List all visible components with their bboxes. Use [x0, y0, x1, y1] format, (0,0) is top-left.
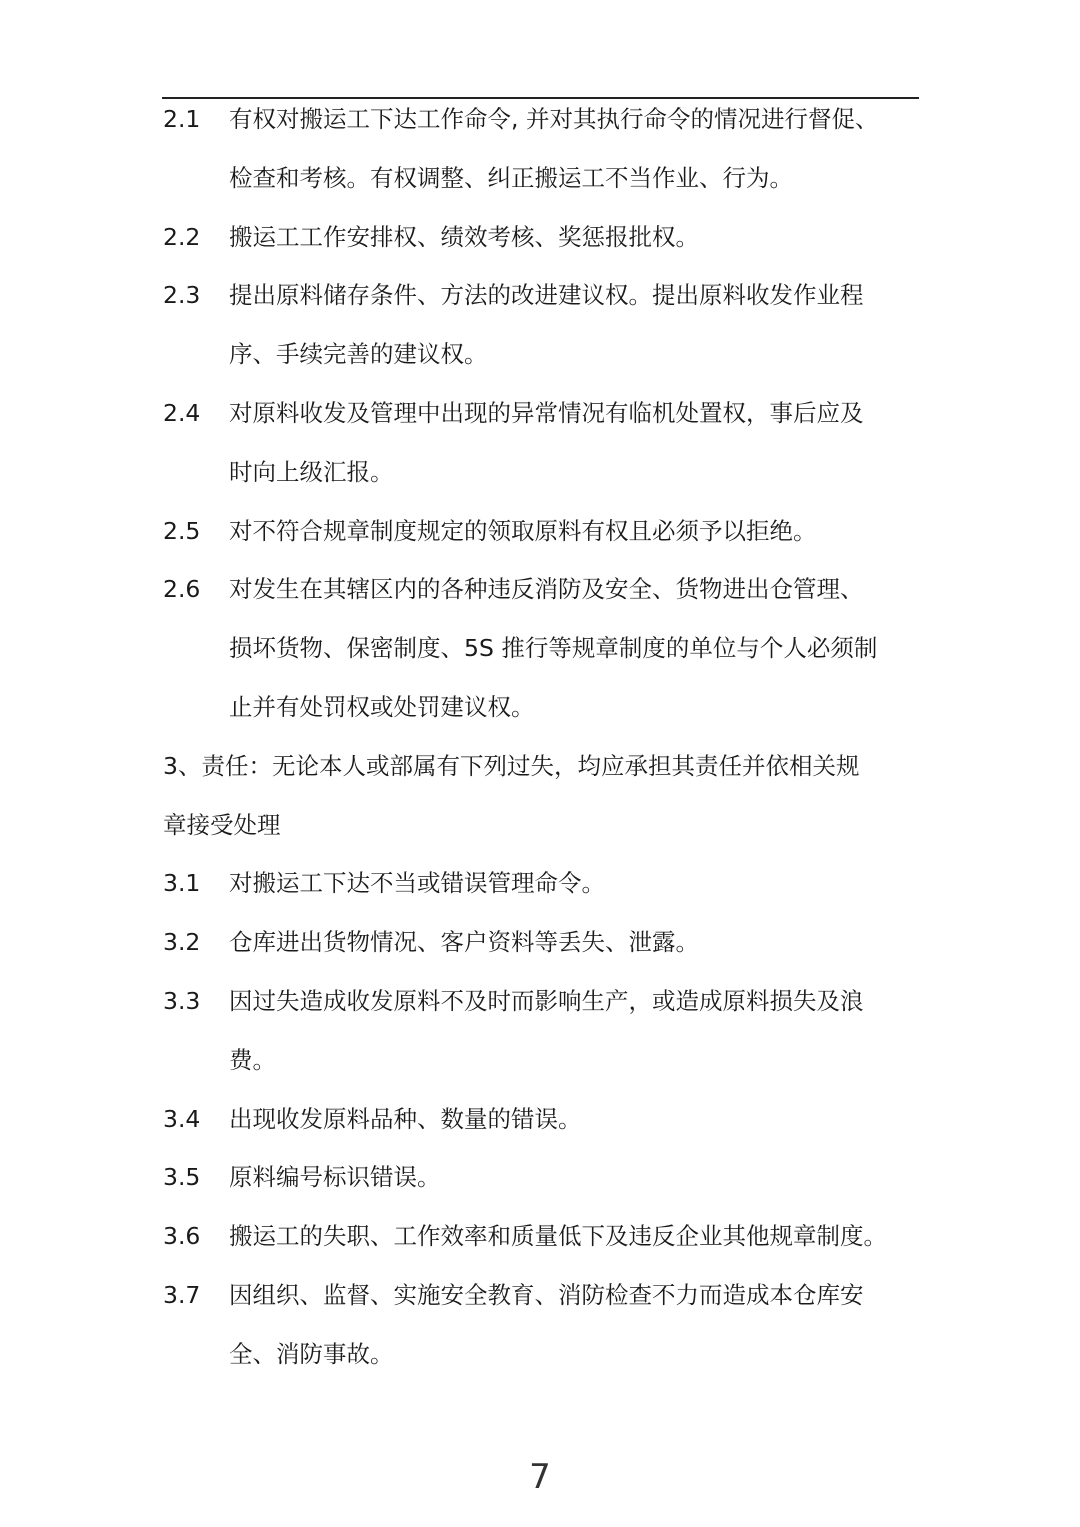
- item-number: 3.7: [163, 1280, 201, 1309]
- list-item-continuation: [163, 1325, 933, 1384]
- item-text: 原料编号标识错误。: [229, 1163, 441, 1192]
- list-item-continuation: [163, 149, 933, 208]
- item-text: 搬运工工作安排权、绩效考核、奖惩报批权。: [229, 222, 699, 251]
- list-item: [163, 1266, 933, 1325]
- item-text: 提出原料储存条件、方法的改进建议权。提出原料收发作业程: [229, 281, 864, 310]
- page-number: 7: [529, 1457, 551, 1497]
- item-number: 3.3: [163, 986, 201, 1015]
- list-item-continuation: [163, 619, 933, 678]
- item-text: 仓库进出货物情况、客户资料等丢失、泄露。: [229, 928, 699, 957]
- item-text: 因组织、监督、实施安全教育、消防检查不力而造成本仓库安: [229, 1280, 864, 1309]
- list-item: [163, 560, 933, 619]
- item-number: 3.1: [163, 869, 201, 898]
- list-item-continuation: [163, 443, 933, 502]
- item-number: 3.6: [163, 1222, 201, 1251]
- item-text: 全、消防事故。: [229, 1339, 394, 1368]
- section-heading-continuation: [163, 796, 933, 855]
- item-number: 2.2: [163, 222, 201, 251]
- item-text: 对搬运工下达不当或错误管理命令。: [229, 869, 605, 898]
- item-text: 出现收发原料品种、数量的错误。: [229, 1104, 582, 1133]
- item-text: 因过失造成收发原料不及时而影响生产，或造成原料损失及浪: [229, 986, 864, 1015]
- list-item: [163, 266, 933, 325]
- item-text: 止并有处罚权或处罚建议权。: [229, 692, 535, 721]
- list-item: [163, 90, 933, 149]
- item-text: 对原料收发及管理中出现的异常情况有临机处置权，事后应及: [229, 398, 864, 427]
- item-text: 损坏货物、保密制度、5S 推行等规章制度的单位与个人必须制: [229, 634, 878, 663]
- list-item: [163, 384, 933, 443]
- item-number: 2.1: [163, 105, 201, 133]
- list-item-continuation: [163, 1031, 933, 1090]
- item-text: 对发生在其辖区内的各种违反消防及安全、货物进出仓管理、: [229, 575, 864, 604]
- section-heading-text: 3、责任：无论本人或部属有下列过失，均应承担其责任并依相关规: [163, 751, 860, 780]
- item-number: 3.2: [163, 928, 201, 957]
- item-number: 2.5: [163, 516, 201, 545]
- item-text: 对不符合规章制度规定的领取原料有权且必须予以拒绝。: [229, 516, 817, 545]
- document-body: [163, 90, 933, 1384]
- item-text: 检查和考核。有权调整、纠正搬运工不当作业、行为。: [229, 163, 793, 192]
- list-item: [163, 1090, 933, 1149]
- item-number: 2.4: [163, 398, 201, 427]
- list-item-continuation: [163, 325, 933, 384]
- list-item: [163, 1207, 933, 1266]
- list-item: [163, 854, 933, 913]
- item-text: 有权对搬运工下达工作命令, 并对其执行命令的情况进行督促、: [229, 105, 879, 133]
- list-item: [163, 972, 933, 1031]
- item-number: 3.5: [163, 1163, 201, 1192]
- item-number: 2.3: [163, 281, 201, 310]
- section-heading: [163, 737, 933, 796]
- list-item: [163, 208, 933, 267]
- item-number: 3.4: [163, 1104, 201, 1133]
- item-text: 搬运工的失职、工作效率和质量低下及违反企业其他规章制度。: [229, 1222, 887, 1251]
- list-item-continuation: [163, 678, 933, 737]
- item-text: 序、手续完善的建议权。: [229, 340, 488, 369]
- list-item: [163, 502, 933, 561]
- item-text: 时向上级汇报。: [229, 457, 394, 486]
- list-item: [163, 913, 933, 972]
- item-number: 2.6: [163, 575, 201, 604]
- list-item: [163, 1148, 933, 1207]
- section-heading-text: 章接受处理: [163, 810, 281, 839]
- item-text: 费。: [229, 1045, 276, 1074]
